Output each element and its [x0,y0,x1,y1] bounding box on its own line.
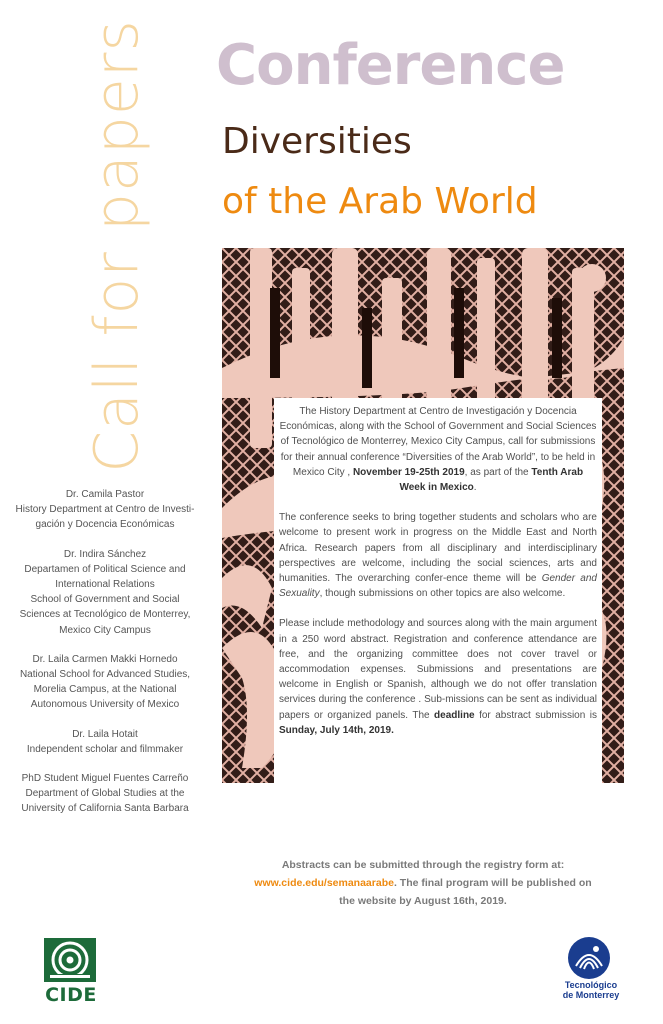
member-name: PhD Student Miguel Fuentes Carreño [21,773,189,785]
committee-member [0,771,210,817]
vertical-title-text: Call for papers [82,19,152,473]
member-affiliation: University of California Santa Barbara [21,803,189,815]
conference-theme: Gender and Sexuality [279,573,597,600]
member-name: Dr. Laila Hotait [72,728,138,740]
footer-line-2-text: . The final program will be published on [393,877,592,889]
paragraph-submission [279,616,597,738]
submission-text-2: for abstract submission is [474,709,597,721]
tec-line-2: de Monterrey [562,990,620,1000]
call-text-box [274,398,602,838]
footer-line-1: Abstracts can be submitted through the registry form at: [281,859,565,871]
member-affiliation: School of Government and Social [30,594,180,606]
member-affiliation: Sciences at Tecnológico de Monterrey, [19,609,191,621]
committee-member [0,727,210,757]
member-affiliation: Autonomous University of Mexico [30,699,180,711]
tec-line-1: Tecnológico [564,980,618,990]
member-affiliation: Independent scholar and filmmaker [26,743,184,755]
submission-footer [222,856,624,910]
member-affiliation: Department of Global Studies at the [25,788,185,800]
member-affiliation: History Department at Centro de Investi- [15,504,195,516]
member-affiliation: International Relations [55,579,155,591]
tec-monterrey-logo-text [548,980,634,1000]
submission-text: Please include methodology and sources along with the main argument in a 250 word abstract. Registration and conference attendance are free, and the organizing committee does not cover travel or accommodation expenses. Submissions and presentations are welcome in English or Spanish, although we do not offer translation services during the conference . Sub-missions can be sent as individual papers or organized panels. The [279,618,597,721]
cide-logo-icon [44,938,96,987]
subtitle-line-1: Diversities [222,121,412,162]
registry-link[interactable]: www.cide.edu/semanaarabe [254,877,394,889]
member-affiliation: National School for Advanced Studies, [19,669,191,681]
subtitle-line-2: of the Arab World [222,181,538,222]
member-affiliation: Departamen of Political Science and [24,563,186,575]
member-name: Dr. Camila Pastor [65,489,145,500]
committee-member [0,487,210,533]
vertical-title [82,19,152,473]
member-name: Dr. Laila Carmen Makki Hornedo [32,653,178,665]
scope-text: The conference seeks to bring together students and scholars who are welcome to present work in progress on the Middle East and North Africa. Research papers from all disciplinary and interdisciplinary perspectives are welcome, including the social sciences, arts and humanities. The overarching confer-ence theme will be [279,512,597,585]
member-name: Dr. Indira Sánchez [63,548,147,560]
member-affiliation: Morelia Campus, at the National [33,684,177,696]
scope-text-2: , though submissions on other topics are also welcome. [319,588,566,600]
conference-title: Conference [216,33,565,98]
cide-logo-text: CIDE [45,984,97,1006]
event-name: Tenth Arab Week in Mexico [399,466,584,494]
paragraph-scope [279,510,597,601]
committee-list [0,487,210,831]
member-affiliation: Mexico City Campus [59,624,151,636]
footer-line-2 [222,874,624,892]
committee-member [0,652,210,713]
paragraph-intro [279,404,597,495]
intro-end: . [473,482,477,494]
tec-monterrey-logo-icon [566,936,612,985]
deadline-word: deadline [434,709,475,721]
committee-member [0,547,210,638]
intro-text: The History Department at Centro de Investigación y Docencia Económicas, along with the School of Government and Social Sciences of Tecnológico de Monterrey, Mexico City Campus, call for submissions for their annual conference “Diversities of the Arab World”, to be held in Mexico City , [279,406,597,478]
member-affiliation: gación y Docencia Económicas [35,519,175,531]
conference-dates: November 19-25th 2019 [352,466,465,478]
intro-text-2: , as part of the [464,466,532,478]
footer-line-3: the website by August 16th, 2019. [339,895,507,907]
deadline-date: Sunday, July 14th, 2019. [279,724,394,736]
